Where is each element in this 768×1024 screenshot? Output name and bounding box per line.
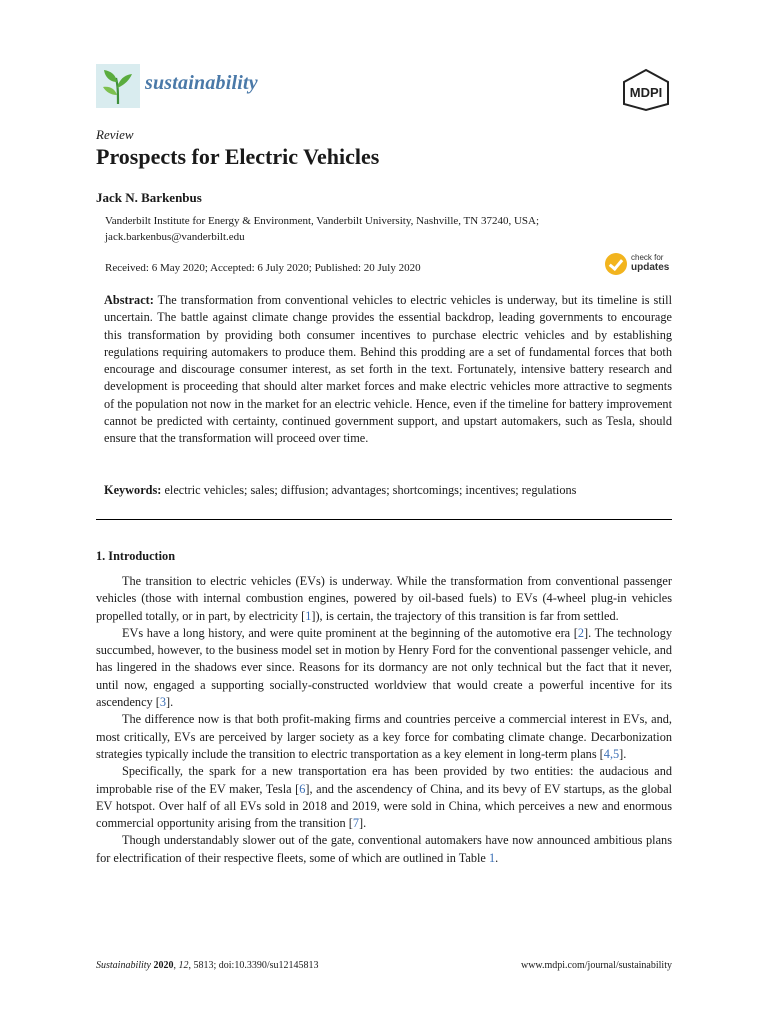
- footer-journal: Sustainability: [96, 960, 151, 971]
- text-run: The transition to electric vehicles (EVs) is underway. While the transformation from conventional passenger vehicles (those with internal combustion engines, powered by oil-based fuels) to EVs (4-wheel plug-in vehicles propelled totally, or in part, by electricity [: [96, 574, 672, 623]
- text-run: ].: [166, 695, 174, 710]
- check-for-updates-badge[interactable]: [605, 252, 675, 278]
- section-divider: [96, 519, 672, 520]
- table-link[interactable]: 1: [488, 850, 496, 865]
- paragraph: [96, 832, 672, 867]
- abstract-label: Abstract:: [104, 293, 154, 307]
- journal-name: sustainability: [145, 72, 258, 94]
- journal-url[interactable]: www.mdpi.com/journal/sustainability: [520, 960, 672, 971]
- author-email[interactable]: jack.barkenbus@vanderbilt.edu: [105, 231, 245, 243]
- keywords: [104, 483, 672, 498]
- footer-volume: 12: [178, 960, 189, 971]
- text-run: ]), is certain, the trajectory of this transition is far from settled.: [311, 608, 619, 623]
- article-type: Review: [96, 127, 134, 142]
- footer-year: 2020: [153, 960, 174, 971]
- affiliation-line: Vanderbilt Institute for Energy & Environment, Vanderbilt University, Nashville, TN 37240, USA;: [105, 215, 540, 227]
- citation-link[interactable]: 7: [352, 816, 359, 831]
- author-name: Jack N. Barkenbus: [96, 190, 202, 205]
- mdpi-logo-text: MDPI: [629, 85, 663, 100]
- footer-doi: , 5813; doi:10.3390/su12145813: [188, 960, 319, 971]
- author-affiliation: [105, 213, 625, 245]
- paragraph: [96, 625, 672, 711]
- citation-link[interactable]: 5: [613, 746, 620, 761]
- text-run: ].: [358, 816, 367, 831]
- citation-link[interactable]: 3: [159, 695, 166, 710]
- paragraph: [96, 711, 672, 763]
- citation-footer: Sustainability 2020, 12, 5813; doi:10.3390/su12145813: [96, 960, 319, 971]
- article-title: Prospects for Electric Vehicles: [96, 144, 380, 169]
- mdpi-logo: [620, 68, 672, 112]
- journal-logo-icon: [96, 64, 140, 108]
- text-run: .: [495, 850, 499, 865]
- text-run: ], and the ascendency of China, and its bevy of EV startups, as the global EV hotspot. Over half of all EVs sold in 2018 and 2019, were sold in China, which perceives a new and enormous commercial opportunity arising from the transition [: [96, 781, 672, 831]
- citation-separator: ,: [609, 746, 614, 761]
- text-run: ]. The technology succumbed, however, to the business model set in motion by Henry Ford for the conventional passenger vehicle, and has lingered in the shadows ever since. Reasons for its dormancy are not only technical but the fact that it never, until now, engaged a supporting socially-constructed worldview that would create a powerful incentive for its ascendency [: [96, 625, 672, 710]
- text-run: ].: [619, 746, 627, 761]
- keywords-text: electric vehicles; sales; diffusion; advantages; shortcomings; incentives; regulations: [164, 483, 577, 497]
- citation-link[interactable]: 6: [299, 781, 306, 796]
- citation-link[interactable]: 1: [305, 608, 312, 623]
- text-run: Though understandably slower out of the gate, conventional automakers have now announced ambitious plans for electrification of their respective fleets, some of which are outlined in Table: [96, 833, 672, 865]
- check-updates-line2: updates: [631, 262, 670, 273]
- introduction-body: [96, 573, 672, 867]
- paragraph: [96, 763, 672, 832]
- publication-dates: Received: 6 May 2020; Accepted: 6 July 2020; Published: 20 July 2020: [105, 262, 421, 274]
- abstract: [104, 292, 672, 448]
- checkmark-icon: [605, 253, 627, 275]
- section-heading-introduction: 1. Introduction: [96, 549, 176, 563]
- text-run: The difference now is that both profit-making firms and countries perceive a commercial interest in EVs, and, most critically, EVs are perceived by larger society as a key force for combating climate change. Decarbonization strategies typically include the transition to electric transportation as a key element in long-term plans [: [96, 712, 672, 761]
- check-updates-line1: check for: [631, 253, 664, 262]
- citation-link[interactable]: 4: [603, 746, 610, 761]
- citation-link[interactable]: 2: [577, 625, 585, 640]
- text-run: EVs have a long history, and were quite prominent at the beginning of the automotive era [: [122, 625, 578, 640]
- abstract-text: The transformation from conventional vehicles to electric vehicles is underway, but its timeline is still uncertain. The battle against climate change provides the essential backdrop, leading governments to encourage this transformation by providing both consumer incentives to purchase electric vehicles and by establishing regulations requiring automakers to produce them. Behind this prodding are a set of fundamental forces that both encourage and discourage consumer interest, as set forth in the text. Fortunately, intensive battery research and development is proceeding that should alter market forces and make electric vehicles more attractive to segments of the population not now in the market for an electric vehicle. Hence, even if the timeline for battery improvement cannot be predicted with certainty, continued government support, and upstart automakers, such as Tesla, should ensure that the transformation will proceed over time.: [104, 293, 673, 446]
- text-run: Specifically, the spark for a new transportation era has been provided by two entities: the audacious and improbable rise of the EV maker, Tesla [: [96, 764, 672, 796]
- paragraph: [96, 573, 672, 625]
- keywords-label: Keywords:: [104, 483, 162, 497]
